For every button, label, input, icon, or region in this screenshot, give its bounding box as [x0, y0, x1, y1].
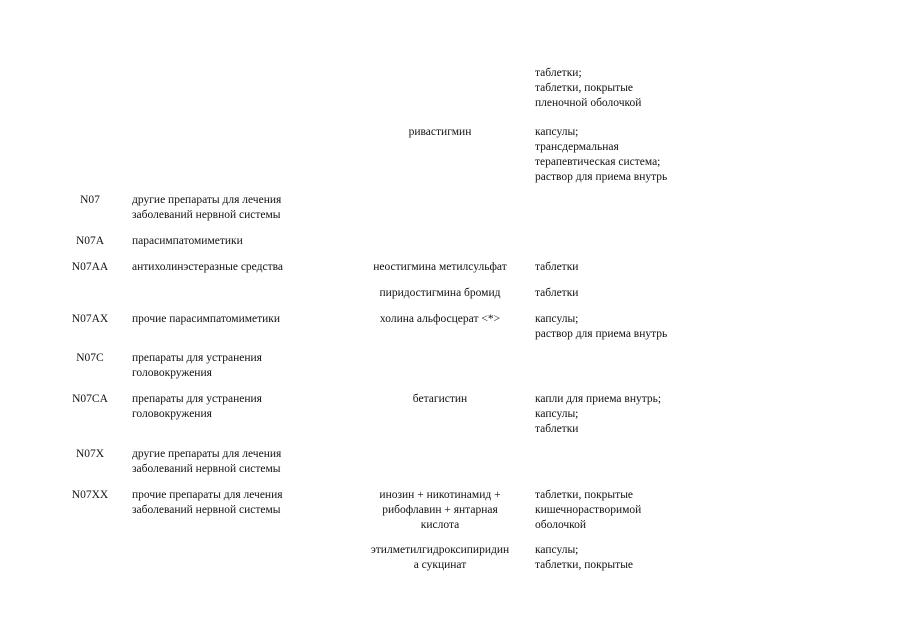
drug-name-cell: [352, 543, 528, 573]
atc-code: N07CA: [72, 393, 108, 405]
dosage-form-line: таблетки, покрытые: [535, 82, 634, 94]
group-name-line: другие препараты для лечения: [132, 194, 282, 206]
group-name-line: препараты для устранения: [132, 352, 262, 364]
atc-code: N07: [80, 194, 100, 206]
drug-name-line: пиридостигмина бромид: [379, 287, 501, 299]
atc-code: N07X: [75, 448, 105, 460]
dosage-form-cell: [535, 543, 735, 573]
dosage-form-line: раствор для приема внутрь: [535, 171, 668, 183]
group-name-cell: [132, 447, 342, 477]
drug-name-cell: [352, 392, 528, 407]
group-name-line: парасимпатомиметики: [132, 235, 243, 247]
drug-name-cell: [352, 125, 528, 140]
dosage-form-cell: [535, 312, 735, 342]
drug-name-cell: [352, 488, 528, 533]
dosage-form-line: оболочкой: [535, 519, 587, 531]
drug-name-line: рибофлавин + янтарная: [382, 504, 498, 516]
dosage-form-line: терапевтическая система;: [535, 156, 661, 168]
dosage-form-line: таблетки, покрытые: [535, 559, 634, 571]
drug-name-line: неостигмина метилсульфат: [373, 261, 507, 273]
group-name-line: головокружения: [132, 367, 212, 379]
dosage-form-line: раствор для приема внутрь: [535, 328, 668, 340]
dosage-form-cell: [535, 125, 735, 185]
dosage-form-line: капсулы;: [535, 126, 579, 138]
drug-name-line: а сукцинат: [413, 559, 467, 571]
group-name-cell: [132, 260, 342, 275]
dosage-form-cell: [535, 488, 735, 533]
group-name-line: заболеваний нервной системы: [132, 209, 281, 221]
group-name-cell: [132, 351, 342, 381]
dosage-form-line: капсулы;: [535, 544, 579, 556]
atc-code: N07AA: [71, 261, 109, 273]
group-name-line: заболеваний нервной системы: [132, 463, 281, 475]
drug-name-line: этилметилгидроксипиридин: [370, 544, 510, 556]
group-name-line: прочие парасимпатомиметики: [132, 313, 281, 325]
dosage-form-line: пленочной оболочкой: [535, 97, 642, 109]
dosage-form-line: капли для приема внутрь;: [535, 393, 662, 405]
dosage-form-cell: [535, 286, 735, 301]
drug-name-line: кислота: [420, 519, 460, 531]
group-name-line: головокружения: [132, 408, 212, 420]
group-name-cell: [132, 193, 342, 223]
group-name-line: прочие препараты для лечения: [132, 489, 283, 501]
drug-name-cell: [352, 286, 528, 301]
dosage-form-line: таблетки: [535, 423, 579, 435]
atc-code: N07A: [75, 235, 105, 247]
atc-code: N07C: [76, 352, 104, 364]
drug-name-cell: [352, 260, 528, 275]
drug-name-line: холина альфосцерат <*>: [379, 313, 501, 325]
dosage-form-line: трансдермальная: [535, 141, 619, 153]
dosage-form-line: таблетки, покрытые: [535, 489, 634, 501]
drug-name-line: инозин + никотинамид +: [379, 489, 501, 501]
dosage-form-line: таблетки: [535, 261, 579, 273]
dosage-form-cell: [535, 392, 735, 437]
dosage-form-line: таблетки;: [535, 67, 582, 79]
group-name-line: препараты для устранения: [132, 393, 262, 405]
group-name-cell: [132, 234, 342, 249]
drug-name-line: ривастигмин: [408, 126, 472, 138]
group-name-cell: [132, 312, 342, 327]
dosage-form-line: капсулы;: [535, 408, 579, 420]
drug-name-line: бетагистин: [412, 393, 468, 405]
group-name-cell: [132, 488, 342, 518]
group-name-line: антихолинэстеразные средства: [132, 261, 283, 273]
dosage-form-cell: [535, 66, 735, 111]
atc-code: N07XX: [71, 489, 109, 501]
group-name-line: заболеваний нервной системы: [132, 504, 281, 516]
dosage-form-cell: [535, 260, 735, 275]
dosage-form-line: кишечнорастворимой: [535, 504, 642, 516]
dosage-form-line: таблетки: [535, 287, 579, 299]
atc-code: N07AX: [71, 313, 109, 325]
group-name-cell: [132, 392, 342, 422]
dosage-form-line: капсулы;: [535, 313, 579, 325]
drug-name-cell: [352, 312, 528, 327]
group-name-line: другие препараты для лечения: [132, 448, 282, 460]
